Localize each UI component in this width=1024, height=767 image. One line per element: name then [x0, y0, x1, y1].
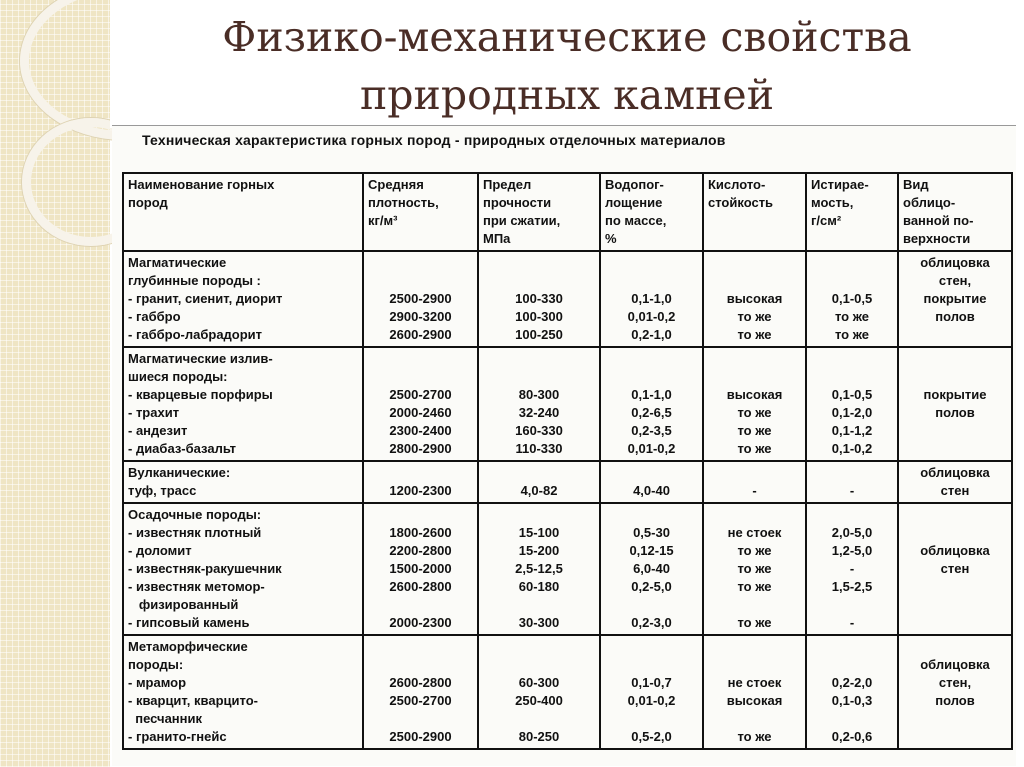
- strength-value: 4,0-82: [520, 483, 558, 498]
- density-value: 2000-2460: [389, 405, 452, 420]
- water-value: 0,5-2,0: [631, 729, 672, 744]
- acid-cell: [703, 461, 806, 503]
- header-text: Средняя: [368, 177, 424, 192]
- acid-value: не стоек: [727, 525, 782, 540]
- table-row: [123, 347, 1012, 461]
- abrasion-value: 0,1-0,5: [831, 387, 873, 402]
- abrasion-value: -: [849, 483, 855, 498]
- acid-cell: [703, 347, 806, 461]
- rock-name-text: Метаморфические: [128, 639, 248, 654]
- acid-cell: [703, 635, 806, 749]
- rock-name-text: - кварцевые порфиры: [128, 387, 273, 402]
- slide-title: [110, 0, 1024, 128]
- abrasion-value: 0,2-2,0: [831, 675, 873, 690]
- table-header-row: [123, 173, 1012, 251]
- abrasion-cell: [806, 461, 898, 503]
- strength-value: 80-250: [518, 729, 560, 744]
- acid-value: высокая: [726, 693, 783, 708]
- surface-value: стен: [940, 483, 970, 498]
- density-cell: [363, 635, 478, 749]
- acid-value: то же: [737, 543, 772, 558]
- rock-name-text: - кварцит, кварцито-: [128, 693, 258, 708]
- surface-value: покрытие: [923, 387, 987, 402]
- header-text: пород: [128, 195, 168, 210]
- surface-value: облицовка: [920, 255, 990, 270]
- column-header: [703, 173, 806, 251]
- abrasion-value: [811, 710, 893, 728]
- rock-name-text: туф, трасс: [128, 483, 197, 498]
- rock-name-text: физированный: [128, 597, 239, 612]
- surface-value: стен: [940, 561, 970, 576]
- table-row: [123, 503, 1012, 635]
- abrasion-value: 1,2-5,0: [831, 543, 873, 558]
- density-value: [368, 596, 473, 614]
- header-text: стойкость: [708, 195, 774, 210]
- strength-value: 100-300: [515, 309, 563, 324]
- water-value: 0,2-1,0: [631, 327, 672, 342]
- rock-name-text: - гранит, сиенит, диорит: [128, 291, 283, 306]
- water-value: 0,12-15: [629, 543, 674, 558]
- acid-value: то же: [737, 615, 772, 630]
- strength-cell: [478, 251, 600, 347]
- water-value: 0,1-1,0: [631, 387, 672, 402]
- rock-name-text: - известняк-ракушечник: [128, 561, 282, 576]
- acid-value: [708, 596, 801, 614]
- water-value: 0,2-5,0: [631, 579, 672, 594]
- density-value: 2800-2900: [389, 441, 452, 456]
- strength-value: [483, 710, 595, 728]
- surface-value: полов: [935, 405, 975, 420]
- header-text: по массе,: [605, 213, 667, 228]
- water-value: [605, 710, 698, 728]
- surface-cell: [898, 461, 1012, 503]
- strength-cell: [478, 635, 600, 749]
- strength-value: 30-300: [518, 615, 560, 630]
- abrasion-value: [811, 596, 893, 614]
- column-header: [898, 173, 1012, 251]
- acid-value: то же: [737, 327, 772, 342]
- density-cell: [363, 503, 478, 635]
- surface-value: облицовка: [920, 543, 990, 558]
- abrasion-cell: [806, 635, 898, 749]
- abrasion-value: 2,0-5,0: [831, 525, 873, 540]
- surface-value: облицовка: [920, 465, 990, 480]
- header-text: верхности: [903, 231, 971, 246]
- rock-name-cell: [123, 461, 363, 503]
- density-cell: [363, 347, 478, 461]
- strength-value: 15-100: [518, 525, 560, 540]
- rock-name-text: - андезит: [128, 423, 188, 438]
- water-value: 0,2-3,0: [631, 615, 672, 630]
- header-text: мость,: [811, 195, 854, 210]
- abrasion-value: 0,1-0,2: [831, 441, 873, 456]
- rock-name-cell: [123, 635, 363, 749]
- abrasion-value: -: [849, 561, 855, 576]
- column-header: [123, 173, 363, 251]
- strength-value: 60-180: [518, 579, 560, 594]
- header-text: ванной по-: [903, 213, 974, 228]
- rock-name-text: песчанник: [128, 711, 203, 726]
- strength-cell: [478, 461, 600, 503]
- water-value: 4,0-40: [633, 483, 670, 498]
- rock-name-text: - гипсовый камень: [128, 615, 250, 630]
- rock-name-text: - гранито-гнейс: [128, 729, 227, 744]
- header-text: лощение: [605, 195, 663, 210]
- water-value: 6,0-40: [633, 561, 670, 576]
- header-text: при сжатии,: [483, 213, 561, 228]
- rock-name-text: - мрамор: [128, 675, 187, 690]
- header-text: облицо-: [903, 195, 956, 210]
- density-value: 1500-2000: [389, 561, 452, 576]
- abrasion-cell: [806, 503, 898, 635]
- density-value: 2500-2700: [389, 693, 452, 708]
- header-text: Наименование горных: [128, 177, 275, 192]
- table-body: [123, 251, 1012, 749]
- header-text: Водопог-: [605, 177, 664, 192]
- rock-name-text: - трахит: [128, 405, 180, 420]
- water-cell: [600, 461, 703, 503]
- acid-cell: [703, 503, 806, 635]
- density-value: 2600-2800: [389, 579, 452, 594]
- density-cell: [363, 251, 478, 347]
- water-cell: [600, 503, 703, 635]
- abrasion-value: 0,1-0,3: [831, 693, 873, 708]
- water-value: 0,01-0,2: [627, 309, 676, 324]
- strength-value: 100-250: [515, 327, 563, 342]
- abrasion-value: 0,1-1,2: [831, 423, 873, 438]
- strength-value: [483, 596, 595, 614]
- title-text: [110, 0, 1024, 124]
- water-value: 0,01-0,2: [627, 693, 676, 708]
- surface-value: покрытие: [923, 291, 987, 306]
- header-text: Предел: [483, 177, 532, 192]
- abrasion-cell: [806, 251, 898, 347]
- water-value: 0,1-0,7: [631, 675, 672, 690]
- water-value: 0,01-0,2: [627, 441, 676, 456]
- abrasion-cell: [806, 347, 898, 461]
- acid-value: то же: [737, 441, 772, 456]
- surface-value: стен,: [938, 273, 972, 288]
- rock-name-text: - габбро: [128, 309, 181, 324]
- rock-name-cell: [123, 251, 363, 347]
- scanned-table-image: [112, 125, 1016, 766]
- abrasion-value: то же: [834, 327, 870, 342]
- properties-table: [122, 172, 1013, 750]
- header-text: Вид: [903, 177, 929, 192]
- density-value: 2500-2900: [389, 291, 452, 306]
- rock-name-text: Магматические излив-: [128, 351, 273, 366]
- density-value: 2500-2900: [389, 729, 452, 744]
- title-line-2: природных камней: [359, 71, 775, 119]
- strength-value: 100-330: [515, 291, 563, 306]
- table-row: [123, 635, 1012, 749]
- abrasion-value: -: [849, 615, 855, 630]
- strength-value: 2,5-12,5: [515, 561, 563, 576]
- rock-name-text: Осадочные породы:: [128, 507, 262, 522]
- column-header: [806, 173, 898, 251]
- density-value: 2900-3200: [389, 309, 452, 324]
- rock-name-text: - известняк метомор-: [128, 579, 265, 594]
- rock-name-cell: [123, 503, 363, 635]
- abrasion-value: 0,1-0,5: [831, 291, 873, 306]
- column-header: [600, 173, 703, 251]
- strength-value: 32-240: [518, 405, 560, 420]
- acid-value: то же: [737, 309, 772, 324]
- surface-value: облицовка: [920, 657, 990, 672]
- table-caption: Техническая характеристика горных пород - природных отделочных материалов: [142, 132, 726, 148]
- column-header: [363, 173, 478, 251]
- water-value: 0,1-1,0: [631, 291, 672, 306]
- header-text: Истирае-: [811, 177, 869, 192]
- density-value: 2000-2300: [389, 615, 452, 630]
- water-cell: [600, 347, 703, 461]
- decorative-sidebar: [0, 0, 110, 767]
- surface-value: полов: [935, 309, 975, 324]
- rock-name-text: - габбро-лабрадорит: [128, 327, 263, 342]
- header-text: Кислото-: [708, 177, 766, 192]
- density-value: 2200-2800: [389, 543, 452, 558]
- density-value: 2600-2900: [389, 327, 452, 342]
- strength-value: 160-330: [515, 423, 563, 438]
- surface-cell: [898, 251, 1012, 347]
- rock-name-text: - доломит: [128, 543, 192, 558]
- density-value: 1800-2600: [389, 525, 452, 540]
- strength-value: 60-300: [518, 675, 560, 690]
- density-value: 1200-2300: [389, 483, 452, 498]
- abrasion-value: 0,1-2,0: [831, 405, 873, 420]
- acid-value: то же: [737, 579, 772, 594]
- acid-value: то же: [737, 423, 772, 438]
- header-text: кг/м³: [368, 213, 398, 228]
- table-row: [123, 461, 1012, 503]
- strength-value: 110-330: [515, 441, 563, 456]
- strength-value: 15-200: [518, 543, 560, 558]
- acid-cell: [703, 251, 806, 347]
- header-text: прочности: [483, 195, 552, 210]
- strength-value: 250-400: [515, 693, 563, 708]
- strength-cell: [478, 503, 600, 635]
- title-line-1: Физико-механические свойства: [222, 13, 912, 61]
- water-value: [605, 596, 698, 614]
- acid-value: -: [752, 483, 757, 498]
- density-cell: [363, 461, 478, 503]
- strength-cell: [478, 347, 600, 461]
- rock-name-text: - диабаз-базальт: [128, 441, 237, 456]
- water-value: 0,2-6,5: [631, 405, 672, 420]
- surface-value: полов: [935, 693, 975, 708]
- rock-name-text: - известняк плотный: [128, 525, 262, 540]
- acid-value: то же: [737, 561, 772, 576]
- acid-value: то же: [737, 729, 772, 744]
- density-value: 2500-2700: [389, 387, 452, 402]
- acid-value: высокая: [726, 387, 783, 402]
- strength-value: 80-300: [518, 387, 560, 402]
- density-value: 2300-2400: [389, 423, 452, 438]
- rock-name-cell: [123, 347, 363, 461]
- rock-name-text: породы:: [128, 657, 184, 672]
- water-cell: [600, 251, 703, 347]
- header-text: плотность,: [368, 195, 439, 210]
- acid-value: не стоек: [727, 675, 782, 690]
- header-text: г/см²: [811, 213, 842, 228]
- water-value: 0,5-30: [633, 525, 670, 540]
- density-value: [368, 710, 473, 728]
- rock-name-text: шиеся породы:: [128, 369, 228, 384]
- density-value: 2600-2800: [389, 675, 452, 690]
- header-text: %: [605, 231, 617, 246]
- abrasion-value: 1,5-2,5: [831, 579, 873, 594]
- acid-value: высокая: [726, 291, 783, 306]
- abrasion-value: то же: [834, 309, 870, 324]
- surface-cell: [898, 635, 1012, 749]
- rock-name-text: Магматические: [128, 255, 227, 270]
- water-value: 0,2-3,5: [631, 423, 672, 438]
- surface-cell: [898, 503, 1012, 635]
- acid-value: [708, 710, 801, 728]
- water-cell: [600, 635, 703, 749]
- abrasion-value: 0,2-0,6: [831, 729, 873, 744]
- surface-value: стен,: [938, 675, 972, 690]
- column-header: [478, 173, 600, 251]
- surface-cell: [898, 347, 1012, 461]
- table-row: [123, 251, 1012, 347]
- rock-name-text: глубинные породы :: [128, 273, 261, 288]
- header-text: МПа: [483, 231, 511, 246]
- acid-value: то же: [737, 405, 772, 420]
- rock-name-text: Вулканические:: [128, 465, 231, 480]
